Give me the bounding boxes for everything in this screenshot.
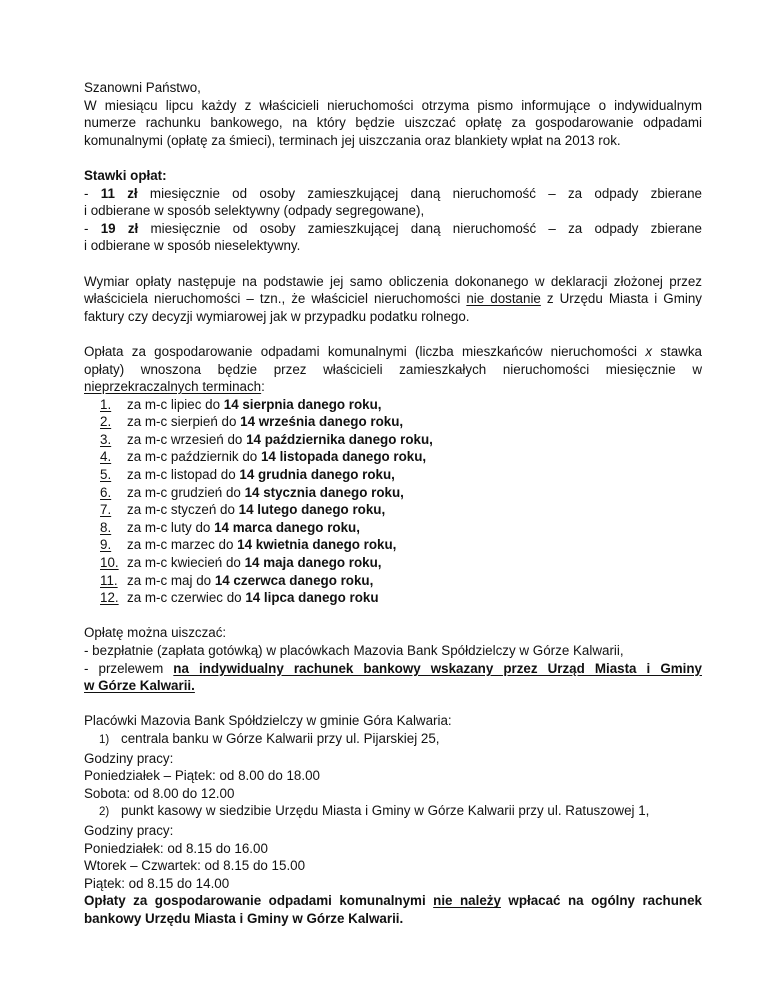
branch-1	[84, 730, 702, 750]
rate-line-2-cont: i odbierane w sposób nieselektywny.	[84, 238, 301, 254]
method-transfer-place: w Górze Kalwarii.	[84, 678, 195, 694]
method-transfer-account: na indywidualny rachunek bankowy wskazany przez Urząd Miasta i Gminy	[173, 660, 702, 676]
branch-1-hours-saturday: Sobota: od 8.00 do 12.00	[84, 785, 235, 801]
list-text: za m-c sierpień do	[127, 414, 241, 430]
rate-dash: -	[84, 185, 101, 201]
list-deadline: 14 czerwca danego roku,	[214, 572, 374, 588]
branch-2-hours-friday: Piątek: od 8.15 do 14.00	[84, 875, 230, 891]
branch-2-hours-monday: Poniedziałek: od 8.15 do 16.00	[84, 840, 268, 856]
list-text: za m-c lipiec do	[127, 396, 224, 412]
list-item	[100, 589, 702, 607]
list-number: 1.	[100, 396, 112, 412]
branches-heading: Placówki Mazovia Bank Spółdzielczy w gminie Góra Kalwaria:	[84, 713, 452, 729]
list-text: za m-c styczeń do	[127, 502, 239, 518]
methods-section	[84, 624, 702, 694]
rate-line-1-cont: i odbierane w sposób selektywny (odpady segregowane),	[84, 203, 425, 219]
payment-x: x	[645, 343, 653, 359]
rate-line-2	[84, 220, 702, 238]
deadlines-list	[84, 396, 702, 607]
list-deadline: 14 października danego roku,	[246, 431, 433, 447]
assessment-underlined: nie dostanie	[466, 291, 541, 307]
method-cash: - bezpłatnie (zapłata gotówką) w placówkach Mazovia Bank Spółdzielczy w Górze Kalwarii,	[84, 643, 624, 658]
warning-paragraph	[84, 892, 702, 927]
list-number: 3.	[100, 431, 112, 447]
list-text: za m-c luty do	[127, 519, 215, 535]
greeting: Szanowni Państwo,	[84, 80, 201, 95]
list-number: 10.	[100, 555, 119, 571]
list-deadline: 14 września danego roku,	[240, 414, 404, 430]
document-page	[84, 79, 702, 928]
branch-text: punkt kasowy w siedzibie Urzędu Miasta i Gminy w Górze Kalwarii przy ul. Ratuszowej 1,	[121, 803, 650, 819]
branch-2	[84, 802, 702, 822]
payment-paragraph	[84, 343, 702, 396]
branches-section	[84, 712, 702, 892]
list-number: 7.	[100, 502, 112, 518]
list-deadline: 14 lutego danego roku,	[238, 502, 386, 518]
list-deadline: 14 grudnia danego roku,	[239, 467, 395, 483]
list-text: za m-c wrzesień do	[127, 431, 247, 447]
assessment-text: Wymiar opłaty następuje na podstawie jej samo obliczenia dokonanego w deklaracji złożonej przez właściciela nieruchomości – tzn., że właściciel nieruchomości	[84, 273, 702, 307]
assessment-paragraph	[84, 273, 702, 326]
list-text: za m-c grudzień do	[127, 484, 245, 500]
list-number: 4.	[100, 449, 112, 465]
payment-colon: :	[261, 379, 265, 395]
list-text: za m-c listopad do	[127, 467, 240, 483]
list-number: 6.	[100, 484, 112, 500]
list-item	[100, 536, 702, 554]
method-transfer-cont	[84, 677, 702, 695]
list-item	[100, 554, 702, 572]
list-item	[100, 413, 702, 431]
rate-dash: -	[84, 220, 101, 236]
list-item	[100, 466, 702, 484]
warning-underlined: nie należy	[433, 893, 501, 909]
assessment-text: z Urzędu Miasta i Gminy faktury czy decyzji wymiarowej jak w przypadku podatku rolnego.	[84, 291, 702, 324]
list-number: 9.	[100, 537, 112, 553]
rate-line-1	[84, 185, 702, 203]
warning-text: Opłaty za gospodarowanie odpadami komunalnymi	[84, 893, 434, 909]
list-number: 5.	[100, 467, 112, 483]
list-item	[100, 572, 702, 590]
payment-deadlines-underlined: nieprzekraczalnych terminach	[84, 379, 262, 395]
list-number: 12.	[100, 590, 119, 606]
list-text: za m-c maj do	[127, 572, 215, 588]
rate-amount-11: 11 zł	[100, 185, 138, 201]
list-deadline: 14 kwietnia danego roku,	[237, 537, 397, 553]
list-deadline: 14 lipca danego roku	[245, 590, 379, 606]
list-item	[100, 431, 702, 449]
list-item	[100, 396, 702, 414]
list-text: za m-c czerwiec do	[127, 590, 246, 606]
branch-number: 2)	[99, 806, 110, 819]
payment-text: stawka opłaty) wnoszona będzie przez właścicieli zamieszkałych nieruchomości miesięcznie w	[84, 343, 702, 377]
branch-number: 1)	[99, 733, 110, 746]
method-text: - przelewem	[84, 660, 174, 676]
branch-2-hours-label: Godziny pracy:	[84, 822, 174, 838]
rates-section	[84, 167, 702, 255]
methods-heading: Opłatę można uiszczać:	[84, 625, 227, 641]
warning-text: wpłacać na ogólny rachunek bankowy Urzędu Miasta i Gminy w Górze Kalwarii.	[84, 893, 702, 926]
list-item	[100, 448, 702, 466]
rate-text: miesięcznie od osoby zamieszkującej daną nieruchomość – za odpady zbierane	[137, 185, 702, 201]
list-text: za m-c marzec do	[127, 537, 238, 553]
branch-2-hours-tue-thu: Wtorek – Czwartek: od 8.15 do 15.00	[84, 858, 306, 874]
list-item	[100, 519, 702, 537]
branch-1-hours-label: Godziny pracy:	[84, 750, 174, 766]
list-item	[100, 484, 702, 502]
branch-text: centrala banku w Górze Kalwarii przy ul. Pijarskiej 25,	[121, 730, 440, 746]
list-number: 8.	[100, 519, 112, 535]
rate-amount-19: 19 zł	[100, 220, 139, 236]
list-deadline: 14 stycznia danego roku,	[244, 484, 404, 500]
list-deadline: 14 marca danego roku,	[214, 519, 360, 535]
rates-heading: Stawki opłat:	[84, 167, 167, 183]
method-transfer	[84, 660, 702, 678]
list-deadline: 14 sierpnia danego roku,	[223, 396, 382, 412]
list-number: 11.	[100, 572, 118, 588]
intro-paragraph: W miesiącu lipcu każdy z właścicieli nieruchomości otrzyma pismo informujące o indywidualnym numerze rachunku bankowego, na który będzie uiszczać opłatę za gospodarowanie odpadami komunalnymi (opłatę za śmieci), terminach jej uiszczania oraz blankiety wpłat na 2013 rok.	[84, 97, 702, 148]
list-item	[100, 501, 702, 519]
payment-text: Opłata za gospodarowanie odpadami komunalnymi (liczba mieszkańców nieruchomości	[84, 343, 646, 359]
list-deadline: 14 maja danego roku,	[244, 555, 382, 571]
list-text: za m-c kwiecień do	[127, 555, 245, 571]
rate-text: miesięcznie od osoby zamieszkującej daną nieruchomość – za odpady zbierane	[138, 220, 702, 236]
list-number: 2.	[100, 414, 112, 430]
list-deadline: 14 listopada danego roku,	[260, 449, 427, 465]
branch-1-hours-weekdays: Poniedziałek – Piątek: od 8.00 do 18.00	[84, 768, 320, 784]
list-text: za m-c październik do	[127, 449, 261, 465]
